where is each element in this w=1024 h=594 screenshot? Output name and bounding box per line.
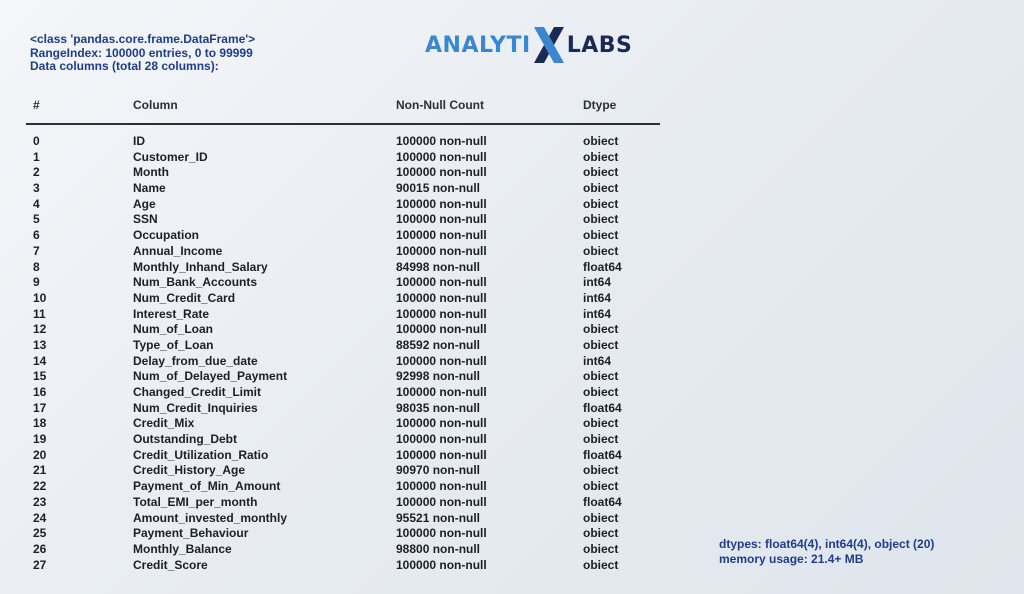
non-null-count: 92998 non-null	[396, 369, 481, 384]
table-row	[0, 338, 700, 354]
table-row	[0, 275, 700, 291]
dtype-value: obiect	[583, 526, 619, 541]
dtype-value: obiect	[583, 181, 619, 196]
table-row	[0, 369, 700, 385]
column-name: Num_of_Delayed_Payment	[133, 369, 288, 384]
column-name: Credit_History_Age	[133, 463, 246, 478]
row-index: 10	[33, 290, 47, 305]
dtypes-line: dtypes: float64(4), int64(4), object (20)	[719, 537, 935, 551]
non-null-count: 88592 non-null	[396, 337, 481, 352]
row-index: 21	[33, 463, 47, 478]
class-line: <class 'pandas.core.frame.DataFrame'>	[30, 32, 256, 46]
row-index: 19	[33, 432, 47, 447]
column-name: Total_EMI_per_month	[133, 494, 258, 509]
non-null-count: 90970 non-null	[396, 463, 481, 478]
table-row	[0, 495, 700, 511]
range-index-line: RangeIndex: 100000 entries, 0 to 99999	[30, 45, 253, 60]
table-row	[0, 354, 700, 370]
table-row	[0, 197, 700, 213]
column-name: Payment_of_Min_Amount	[133, 479, 281, 494]
table-row	[0, 228, 700, 244]
non-null-count: 100000 non-null	[396, 196, 487, 211]
column-name: Num_Credit_Inquiries	[133, 400, 258, 415]
row-index: 25	[33, 526, 47, 541]
row-index: 23	[33, 494, 47, 509]
table-row	[0, 307, 700, 323]
non-null-count: 100000 non-null	[396, 353, 487, 368]
non-null-count: 84998 non-null	[396, 259, 481, 274]
table-row	[0, 291, 700, 307]
column-name: Credit_Score	[133, 557, 208, 572]
row-index: 14	[33, 353, 47, 368]
non-null-count: 100000 non-null	[396, 290, 487, 305]
column-name: SSN	[133, 212, 158, 227]
non-null-count: 100000 non-null	[396, 479, 487, 494]
dtype-value: float64	[583, 447, 622, 462]
table-row	[0, 463, 700, 479]
dtype-value: obiect	[583, 165, 619, 180]
non-null-count: 100000 non-null	[396, 243, 487, 258]
logo-text-right: LABS	[566, 32, 633, 58]
dtype-value: obiect	[583, 149, 619, 164]
non-null-count: 100000 non-null	[396, 228, 487, 243]
row-index: 20	[33, 447, 47, 462]
row-index: 1	[33, 149, 40, 164]
non-null-count: 100000 non-null	[396, 306, 487, 321]
row-index: 7	[33, 243, 40, 258]
non-null-count: 100000 non-null	[396, 557, 487, 572]
non-null-count: 100000 non-null	[396, 165, 487, 180]
non-null-count: 100000 non-null	[396, 212, 487, 227]
non-null-count: 95521 non-null	[396, 510, 481, 525]
column-name: ID	[133, 134, 145, 148]
column-name: Credit_Utilization_Ratio	[133, 447, 269, 462]
row-index: 4	[33, 196, 40, 211]
dtype-value: obiect	[583, 557, 619, 572]
non-null-count: 90015 non-null	[396, 181, 481, 196]
non-null-count: 100000 non-null	[396, 385, 487, 399]
dtype-value: obiect	[583, 369, 619, 384]
header-dtype: Dtype	[583, 98, 617, 112]
dtype-value: obiect	[583, 416, 619, 431]
table-row	[0, 244, 700, 260]
table-row	[0, 150, 700, 166]
table-row	[0, 260, 700, 276]
dtype-value: obiect	[583, 541, 619, 556]
column-name: Amount_invested_monthly	[133, 510, 288, 525]
table-row	[0, 542, 700, 558]
row-index: 17	[33, 400, 47, 415]
row-index: 27	[33, 557, 47, 572]
dtype-value: obiect	[583, 212, 619, 227]
column-name: Interest_Rate	[133, 306, 210, 321]
column-name: Num_of_Loan	[133, 322, 214, 337]
non-null-count: 98800 non-null	[396, 541, 481, 556]
dtype-value: float64	[583, 400, 622, 415]
column-name: Age	[133, 196, 156, 211]
non-null-count: 100000 non-null	[396, 494, 487, 509]
row-index: 0	[33, 134, 40, 148]
dtype-value: obiect	[583, 337, 619, 352]
logo-text-left: ANALYTI	[425, 32, 531, 58]
column-name: Payment_Behaviour	[133, 526, 249, 541]
column-name: Monthly_Balance	[133, 541, 232, 556]
row-index: 15	[33, 369, 47, 384]
table-row	[0, 165, 700, 181]
data-columns-line: Data columns (total 28 columns):	[30, 59, 219, 73]
column-name: Customer_ID	[133, 149, 208, 164]
header-divider	[26, 123, 660, 125]
column-name: Delay_from_due_date	[133, 353, 258, 368]
table-row	[0, 134, 700, 150]
dtype-value: obiect	[583, 510, 619, 525]
row-index: 3	[33, 181, 40, 196]
row-index: 24	[33, 510, 47, 525]
dtype-value: obiect	[583, 479, 619, 494]
row-index: 13	[33, 337, 47, 352]
dtype-value: obiect	[583, 463, 619, 478]
row-index: 12	[33, 322, 47, 337]
dtype-value: obiect	[583, 243, 619, 258]
table-row	[0, 322, 700, 338]
header-column: Column	[133, 98, 178, 112]
table-row	[0, 448, 700, 464]
non-null-count: 100000 non-null	[396, 432, 487, 447]
dtype-value: int64	[583, 353, 612, 368]
table-row	[0, 416, 700, 432]
table-row	[0, 432, 700, 448]
dtype-value: obiect	[583, 322, 619, 337]
x-mark-icon	[532, 25, 566, 65]
column-name: Monthly_Inhand_Salary	[133, 259, 268, 274]
table-row	[0, 526, 700, 542]
row-index: 8	[33, 259, 40, 274]
non-null-count: 98035 non-null	[396, 400, 481, 415]
table-row	[0, 181, 700, 197]
row-index: 18	[33, 416, 47, 431]
column-name: Credit_Mix	[133, 416, 195, 431]
analytixlabs-logo	[425, 25, 632, 65]
column-name: Type_of_Loan	[133, 337, 214, 352]
column-name: Annual_Income	[133, 243, 223, 258]
dataframe-info-header	[30, 33, 255, 74]
non-null-count: 100000 non-null	[396, 322, 487, 337]
non-null-count: 100000 non-null	[396, 526, 487, 541]
dataframe-info-footer	[719, 537, 934, 566]
column-name: Changed_Credit_Limit	[133, 385, 262, 399]
row-index: 26	[33, 541, 47, 556]
row-index: 9	[33, 275, 40, 290]
table-row	[0, 212, 700, 228]
dtype-value: int64	[583, 290, 612, 305]
column-name: Month	[133, 165, 169, 180]
dtype-value: obiect	[583, 196, 619, 211]
dtype-value: obiect	[583, 432, 619, 447]
table-row	[0, 511, 700, 527]
column-name: Name	[133, 181, 166, 196]
row-index: 5	[33, 212, 40, 227]
row-index: 22	[33, 479, 47, 494]
non-null-count: 100000 non-null	[396, 275, 487, 290]
dtype-value: obiect	[583, 228, 619, 243]
column-name: Outstanding_Debt	[133, 432, 237, 447]
table-row	[0, 401, 700, 417]
column-name: Num_Bank_Accounts	[133, 275, 258, 290]
header-non-null-count: Non-Null Count	[396, 98, 484, 112]
non-null-count: 100000 non-null	[396, 416, 487, 431]
memory-usage-line: memory usage: 21.4+ MB	[719, 551, 864, 566]
row-index: 16	[33, 385, 47, 399]
row-index: 2	[33, 165, 40, 180]
header-index: #	[33, 98, 40, 112]
column-name: Num_Credit_Card	[133, 290, 236, 305]
dtype-value: float64	[583, 259, 622, 274]
dtype-value: float64	[583, 494, 622, 509]
non-null-count: 100000 non-null	[396, 149, 487, 164]
column-info-table	[0, 134, 700, 573]
non-null-count: 100000 non-null	[396, 134, 487, 148]
row-index: 6	[33, 228, 40, 243]
table-row	[0, 558, 700, 574]
table-row	[0, 479, 700, 495]
table-row	[0, 385, 700, 401]
non-null-count: 100000 non-null	[396, 447, 487, 462]
column-name: Occupation	[133, 228, 200, 243]
row-index: 11	[33, 306, 46, 321]
dtype-value: int64	[583, 275, 612, 290]
dtype-value: int64	[583, 306, 612, 321]
dtype-value: obiect	[583, 134, 619, 148]
dtype-value: obiect	[583, 385, 619, 399]
